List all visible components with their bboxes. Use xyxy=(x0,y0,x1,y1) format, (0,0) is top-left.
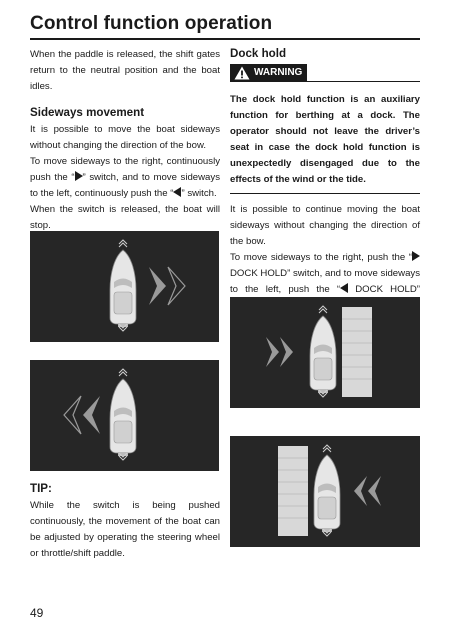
dock-p1: It is possible to continue moving the boat sideways without changing the direction of the bow. xyxy=(230,204,420,247)
sideways-p2-b: ” switch, and to move sideways to the left, continuously push the “ xyxy=(30,172,220,199)
page-number: 49 xyxy=(30,606,44,620)
sideways-p3: When the switch is released, the boat will stop. xyxy=(30,204,220,231)
tip-block xyxy=(30,482,220,562)
warning-bottom-rule xyxy=(230,193,420,194)
triangle-right-icon xyxy=(75,171,83,181)
warning-icon xyxy=(234,66,250,80)
sideways-p2 xyxy=(30,154,220,202)
diagram-dock-hold-right xyxy=(230,297,420,408)
dock-p2-b: DOCK HOLD” switch, and to move sideways to the left, push the “ xyxy=(230,268,420,295)
sideways-p1: It is possible to move the boat sideways without changing the direction of the bow. xyxy=(30,124,220,151)
title-rule xyxy=(30,38,420,40)
tip-heading: TIP: xyxy=(30,482,52,495)
diagram-sideways-left xyxy=(30,360,219,471)
intro-text: When the paddle is released, the shift gates return to the neutral position and the boat idles. xyxy=(30,49,220,92)
triangle-left-icon xyxy=(340,283,348,293)
dock-p2-a: To move sideways to the right, push the “ xyxy=(230,252,412,263)
warning-top-rule xyxy=(307,81,420,82)
dock-icon xyxy=(278,446,308,536)
diagram-sideways-right xyxy=(30,231,219,342)
warning-badge xyxy=(230,64,307,82)
left-column xyxy=(30,47,220,234)
warning-text: The dock hold function is an auxiliary function for berthing at a dock. The operator should not leave the driver’s seat in case the dock hold function is unexpectedly disengaged due to the effects of the wind or the tide. xyxy=(230,94,420,185)
triangle-right-icon xyxy=(412,251,420,261)
sideways-heading: Sideways movement xyxy=(30,106,145,119)
dock-p2-c: DOCK HOLD” xyxy=(355,284,420,295)
page-title: Control function operation xyxy=(30,13,273,34)
sideways-p2-c: ” switch. xyxy=(181,188,217,199)
dock-icon xyxy=(342,307,372,397)
sideways-p2-a: To move sideways to the right, continuously push the “ xyxy=(30,156,220,183)
dock-hold-heading: Dock hold xyxy=(230,47,287,60)
warning-header xyxy=(230,64,420,86)
diagram-dock-hold-left xyxy=(230,436,420,547)
warning-label: WARNING xyxy=(254,67,303,78)
tip-text: While the switch is being pushed continuously, the movement of the boat can be adjusted by operating the steering wheel or throttle/shift paddle. xyxy=(30,500,220,559)
